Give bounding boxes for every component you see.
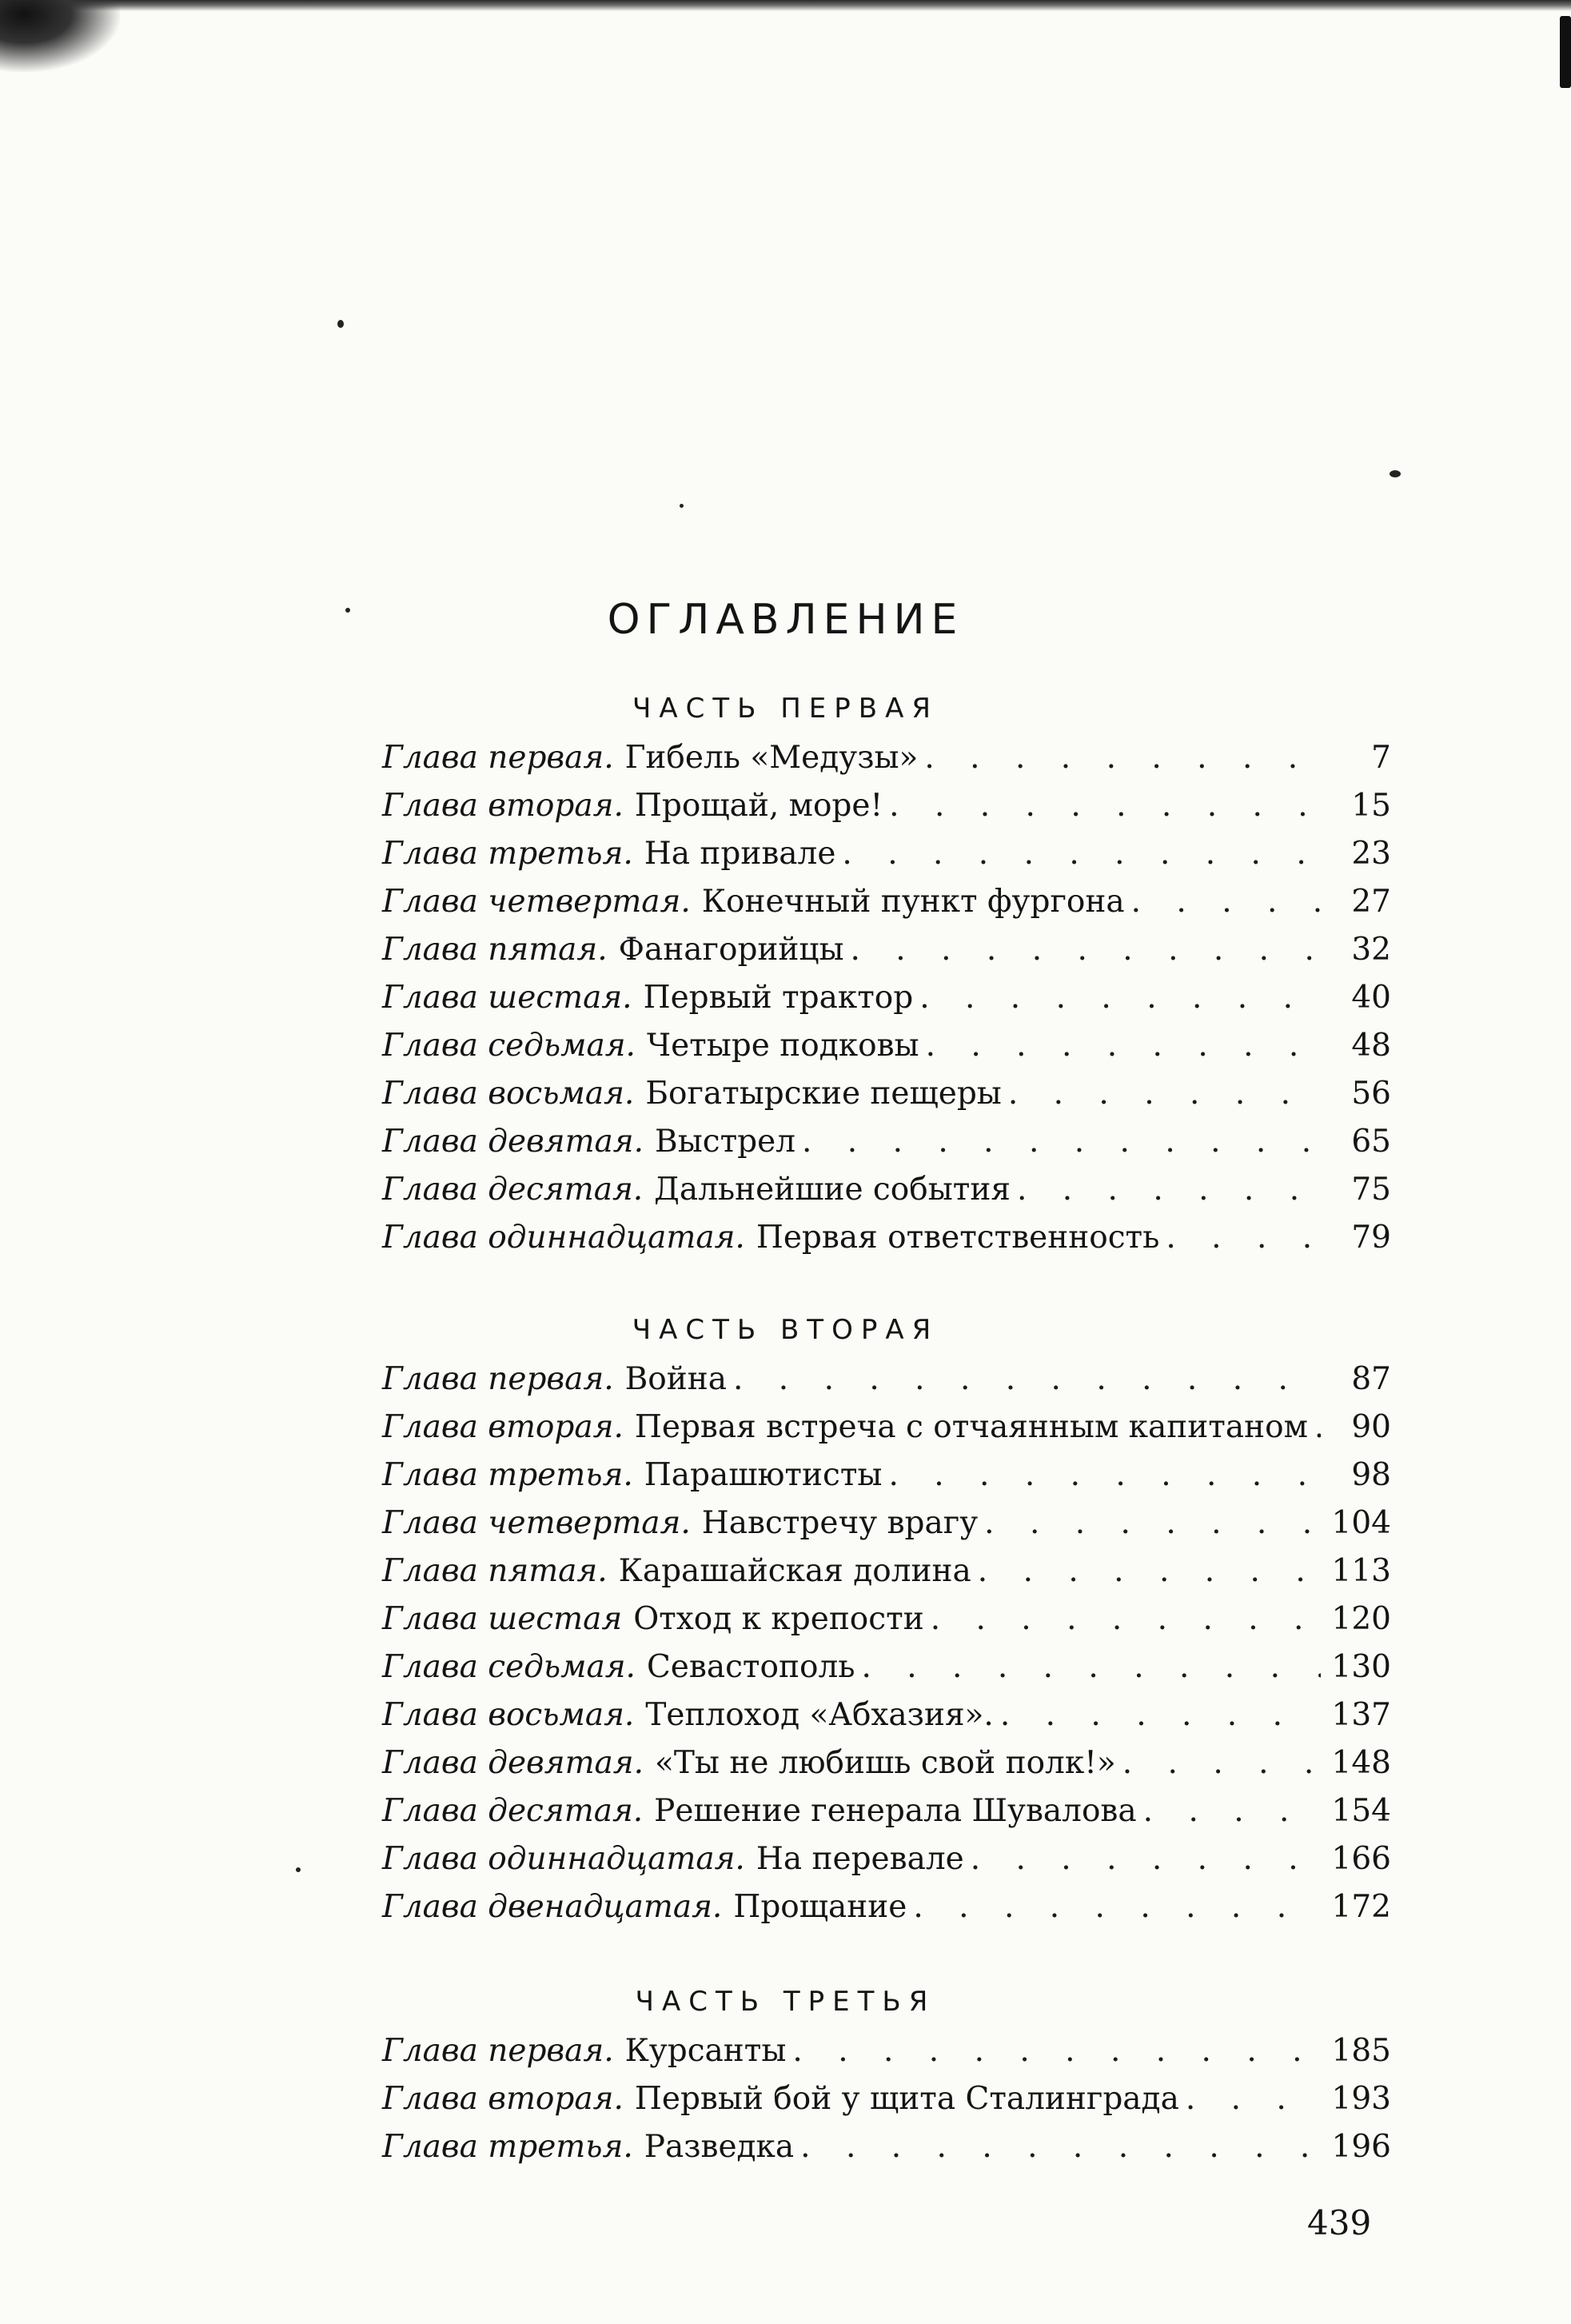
chapter-title: Выстрел <box>655 1124 795 1160</box>
chapter-title: Прощай, море! <box>634 788 883 824</box>
chapter-prefix: Глава седьмая. <box>382 1649 636 1685</box>
chapter-prefix: Глава четвертая. <box>382 1505 691 1541</box>
scan-speck <box>680 504 684 508</box>
chapter-prefix: Глава пятая. <box>382 1553 608 1589</box>
page-number: 79 <box>1351 1220 1391 1256</box>
toc-entry[interactable] <box>382 1841 1391 1889</box>
chapter-title: Война <box>624 1361 727 1397</box>
chapter-title: «Ты не любишь свой полк!» <box>655 1745 1116 1781</box>
toc-entry[interactable] <box>382 2081 1391 2129</box>
dot-leader <box>851 932 1321 968</box>
toc-entry[interactable] <box>382 1745 1391 1793</box>
dot-leader <box>1131 884 1321 920</box>
chapter-title: Конечный пункт фургона <box>701 884 1125 920</box>
dot-leader <box>984 1505 1321 1541</box>
chapter-prefix: Глава пятая. <box>382 932 608 968</box>
toc-title: ОГЛАВЛЕНИЕ <box>607 596 964 644</box>
dot-leader <box>971 1841 1321 1877</box>
toc-entry[interactable] <box>382 1697 1391 1745</box>
chapter-title: Разведка <box>644 2129 795 2165</box>
toc-list-part-1 <box>382 740 1391 1268</box>
page-number: 120 <box>1331 1601 1391 1637</box>
toc-entry[interactable] <box>382 884 1391 932</box>
page-number: 148 <box>1331 1745 1391 1781</box>
toc-entry[interactable] <box>382 1649 1391 1697</box>
page-number: 32 <box>1351 932 1391 968</box>
dot-leader <box>913 1889 1321 1925</box>
page-number: 65 <box>1351 1124 1391 1160</box>
chapter-title: Богатырские пещеры <box>645 1076 1002 1112</box>
chapter-prefix: Глава десятая. <box>382 1172 644 1208</box>
dot-leader <box>1008 1076 1321 1112</box>
toc-entry[interactable] <box>382 740 1391 788</box>
toc-entry[interactable] <box>382 2129 1391 2177</box>
chapter-prefix: Глава двенадцатая. <box>382 1889 723 1925</box>
chapter-prefix: Глава первая. <box>382 2033 614 2069</box>
toc-entry[interactable] <box>382 1172 1391 1220</box>
page-number: 130 <box>1331 1649 1391 1685</box>
chapter-prefix: Глава восьмая. <box>382 1697 635 1733</box>
dot-leader <box>889 788 1321 824</box>
dot-leader <box>1314 1409 1321 1445</box>
chapter-title: Фанагорийцы <box>618 932 844 968</box>
chapter-prefix: Глава первая. <box>382 740 614 776</box>
chapter-prefix: Глава третья. <box>382 836 633 872</box>
toc-entry[interactable] <box>382 932 1391 980</box>
chapter-title: Теплоход «Абхазия». <box>645 1697 994 1733</box>
toc-list-part-2 <box>382 1361 1391 1937</box>
page-number: 40 <box>1351 980 1391 1016</box>
dot-leader <box>919 980 1321 1016</box>
chapter-title: Первый бой у щита Сталинграда <box>634 2081 1179 2117</box>
chapter-prefix: Глава одиннадцатая. <box>382 1220 745 1256</box>
toc-entry[interactable] <box>382 2033 1391 2081</box>
page-number: 23 <box>1351 836 1391 872</box>
dot-leader <box>842 836 1321 872</box>
toc-entry[interactable] <box>382 1076 1391 1124</box>
page-number: 113 <box>1331 1553 1391 1589</box>
page-number: 7 <box>1371 740 1391 776</box>
toc-entry[interactable] <box>382 1124 1391 1172</box>
chapter-title: Первый трактор <box>643 980 914 1016</box>
chapter-prefix: Глава восьмая. <box>382 1076 635 1112</box>
chapter-prefix: Глава вторая. <box>382 2081 624 2117</box>
toc-entry[interactable] <box>382 836 1391 884</box>
chapter-title: Прощание <box>733 1889 907 1925</box>
dot-leader <box>1000 1697 1321 1733</box>
chapter-prefix: Глава первая. <box>382 1361 614 1397</box>
dot-leader <box>931 1601 1321 1637</box>
toc-entry[interactable] <box>382 1028 1391 1076</box>
chapter-title: Четыре подковы <box>646 1028 919 1064</box>
chapter-title: Курсанты <box>624 2033 787 2069</box>
chapter-title: Дальнейшие события <box>654 1172 1011 1208</box>
dot-leader <box>978 1553 1321 1589</box>
page-number: 154 <box>1331 1793 1391 1829</box>
chapter-prefix: Глава шестая <box>382 1601 623 1637</box>
page-number: 27 <box>1351 884 1391 920</box>
dot-leader <box>802 1124 1321 1160</box>
toc-entry[interactable] <box>382 1601 1391 1649</box>
page-number: 137 <box>1331 1697 1391 1733</box>
dot-leader <box>926 1028 1321 1064</box>
chapter-title: Севастополь <box>646 1649 855 1685</box>
dot-leader <box>888 1457 1321 1493</box>
scan-smudge-corner <box>0 0 120 72</box>
page-number: 15 <box>1351 788 1391 824</box>
chapter-title: Решение генерала Шувалова <box>654 1793 1137 1829</box>
part-heading: ЧАСТЬ ВТОРАЯ <box>632 1314 939 1346</box>
chapter-prefix: Глава седьмая. <box>382 1028 636 1064</box>
dot-leader <box>861 1649 1321 1685</box>
chapter-prefix: Глава третья. <box>382 2129 633 2165</box>
toc-entry[interactable] <box>382 1889 1391 1937</box>
part-heading: ЧАСТЬ ТРЕТЬЯ <box>635 1986 936 2018</box>
toc-entry[interactable] <box>382 1220 1391 1268</box>
dot-leader <box>800 2129 1321 2165</box>
chapter-prefix: Глава одиннадцатая. <box>382 1841 745 1877</box>
toc-entry[interactable] <box>382 1505 1391 1553</box>
chapter-title: Первая встреча с отчаянным капитаном <box>634 1409 1308 1445</box>
page-number: 172 <box>1331 1889 1391 1925</box>
toc-entry[interactable] <box>382 1361 1391 1409</box>
chapter-prefix: Глава десятая. <box>382 1793 644 1829</box>
page-number: 185 <box>1331 2033 1391 2069</box>
chapter-prefix: Глава вторая. <box>382 1409 624 1445</box>
scan-speck <box>1390 470 1401 477</box>
page-folio: 439 <box>1307 2203 1372 2242</box>
page-number: 98 <box>1351 1457 1391 1493</box>
scan-speck <box>296 1867 301 1872</box>
toc-entry[interactable] <box>382 1553 1391 1601</box>
scan-edge-top <box>0 0 1571 11</box>
toc-entry[interactable] <box>382 788 1391 836</box>
page-number: 87 <box>1351 1361 1391 1397</box>
chapter-title: Гибель «Медузы» <box>624 740 919 776</box>
chapter-prefix: Глава шестая. <box>382 980 632 1016</box>
page-number: 104 <box>1331 1505 1391 1541</box>
chapter-prefix: Глава вторая. <box>382 788 624 824</box>
scan-edge-right <box>1560 16 1571 88</box>
toc-entry[interactable] <box>382 1457 1391 1505</box>
page-number: 56 <box>1351 1076 1391 1112</box>
chapter-prefix: Глава девятая. <box>382 1124 644 1160</box>
dot-leader <box>792 2033 1321 2069</box>
chapter-title: Отход к крепости <box>633 1601 924 1637</box>
chapter-title: На перевале <box>756 1841 964 1877</box>
chapter-title: Первая ответственность <box>756 1220 1160 1256</box>
dot-leader <box>1143 1793 1321 1829</box>
chapter-title: Карашайская долина <box>618 1553 971 1589</box>
toc-entry[interactable] <box>382 1409 1391 1457</box>
dot-leader <box>1017 1172 1321 1208</box>
page-number: 196 <box>1331 2129 1391 2165</box>
chapter-prefix: Глава третья. <box>382 1457 633 1493</box>
page-number: 48 <box>1351 1028 1391 1064</box>
chapter-prefix: Глава четвертая. <box>382 884 691 920</box>
page-number: 75 <box>1351 1172 1391 1208</box>
dot-leader <box>733 1361 1321 1397</box>
toc-entry[interactable] <box>382 980 1391 1028</box>
chapter-title: На привале <box>644 836 836 872</box>
page-number: 90 <box>1351 1409 1391 1445</box>
chapter-prefix: Глава девятая. <box>382 1745 644 1781</box>
chapter-title: Парашютисты <box>644 1457 883 1493</box>
dot-leader <box>1122 1745 1321 1781</box>
page-number: 193 <box>1331 2081 1391 2117</box>
page-number: 166 <box>1331 1841 1391 1877</box>
part-heading: ЧАСТЬ ПЕРВАЯ <box>632 693 939 725</box>
toc-entry[interactable] <box>382 1793 1391 1841</box>
scan-speck <box>337 320 344 328</box>
dot-leader <box>1166 1220 1321 1256</box>
chapter-title: Навстречу врагу <box>701 1505 979 1541</box>
toc-list-part-3 <box>382 2033 1391 2177</box>
dot-leader <box>924 740 1321 776</box>
dot-leader <box>1186 2081 1321 2117</box>
